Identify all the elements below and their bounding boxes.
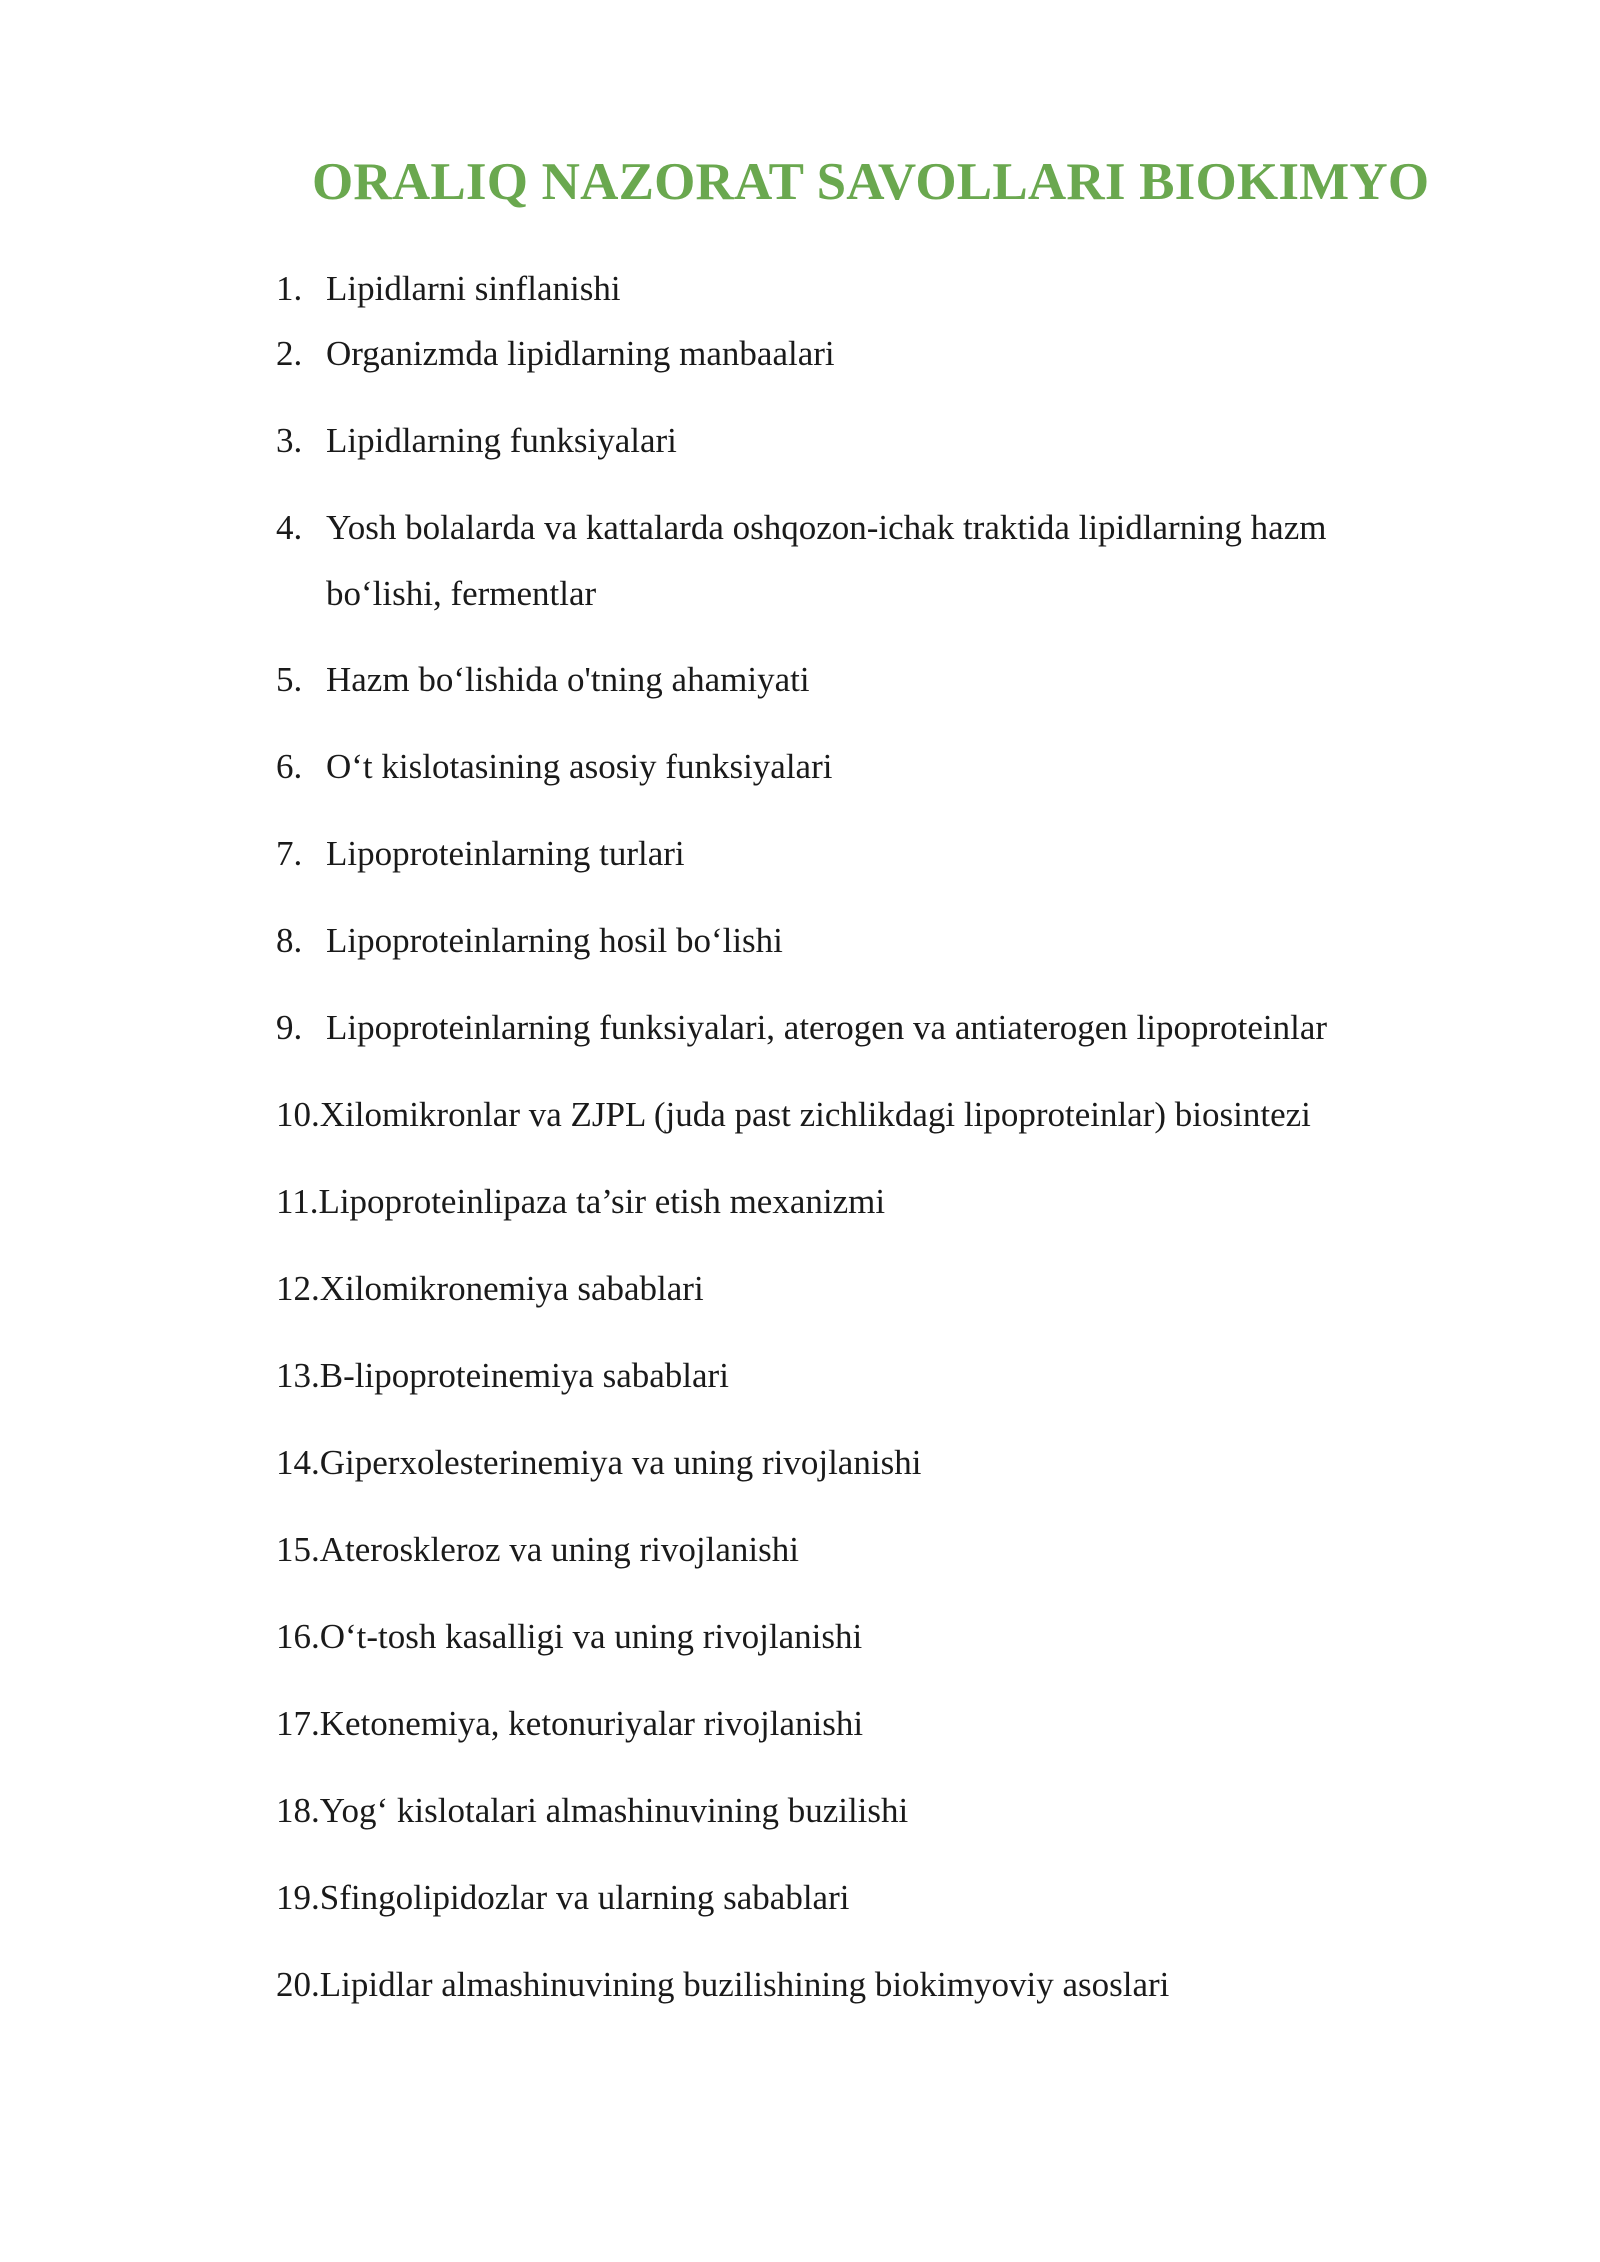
question-item xyxy=(276,1256,1446,1322)
question-item xyxy=(276,1082,1446,1148)
question-text: Lipoproteinlarning turlari xyxy=(326,834,685,873)
question-item xyxy=(276,1691,1446,1757)
question-number: 16. xyxy=(276,1617,320,1656)
page-title: ORALIQ NAZORAT SAVOLLARI BIOKIMYO xyxy=(312,153,1430,211)
question-number: 2. xyxy=(276,334,303,373)
question-text: Lipoproteinlipaza ta’sir etish mexanizmi xyxy=(318,1182,886,1221)
question-number: 20. xyxy=(276,1965,320,2004)
question-item xyxy=(276,1430,1446,1496)
question-number: 8. xyxy=(276,921,303,960)
question-item xyxy=(276,995,1446,1061)
question-number: 1. xyxy=(276,269,303,308)
question-text: Giperxolesterinemiya va uning rivojlanishi xyxy=(319,1443,922,1482)
question-text: Sfingolipidozlar va ularning sabablari xyxy=(319,1878,850,1917)
question-number: 17. xyxy=(276,1704,320,1743)
question-number: 10. xyxy=(276,1095,320,1134)
question-number: 11. xyxy=(276,1182,319,1221)
question-item xyxy=(276,1343,1446,1409)
question-number: 3. xyxy=(276,421,303,460)
question-number: 4. xyxy=(276,508,303,547)
question-number: 13. xyxy=(276,1356,320,1395)
question-text: Xilomikronlar va ZJPL (juda past zichlikdagi lipoproteinlar) biosintezi xyxy=(319,1095,1311,1134)
question-text: Hazm bo‘lishida o'tning ahamiyati xyxy=(326,660,810,699)
question-number: 14. xyxy=(276,1443,320,1482)
question-text: Yosh bolalarda va kattalarda oshqozon-ichak traktida lipidlarning hazm xyxy=(326,508,1327,547)
question-number: 18. xyxy=(276,1791,320,1830)
question-item xyxy=(276,408,1446,474)
question-text: Yog‘ kislotalari almashinuvining buzilishi xyxy=(319,1791,909,1830)
question-item xyxy=(276,647,1446,713)
question-number: 9. xyxy=(276,1008,303,1047)
question-number: 12. xyxy=(276,1269,320,1308)
question-item xyxy=(276,1865,1446,1931)
question-item xyxy=(276,1604,1446,1670)
question-text: Ketonemiya, ketonuriyalar rivojlanishi xyxy=(319,1704,864,1743)
question-item xyxy=(276,1517,1446,1583)
question-item xyxy=(276,256,1446,322)
question-text: Lipidlarning funksiyalari xyxy=(326,421,677,460)
question-item xyxy=(276,495,1446,627)
question-text: Lipoproteinlarning hosil bo‘lishi xyxy=(326,921,783,960)
question-text: Xilomikronemiya sabablari xyxy=(319,1269,704,1308)
question-number: 5. xyxy=(276,660,303,699)
question-number: 19. xyxy=(276,1878,320,1917)
question-item xyxy=(276,821,1446,887)
question-text: B-lipoproteinemiya sabablari xyxy=(319,1356,729,1395)
question-number: 7. xyxy=(276,834,303,873)
question-text-continuation: bo‘lishi, fermentlar xyxy=(326,574,597,613)
question-item xyxy=(276,321,1446,387)
question-text: O‘t-tosh kasalligi va uning rivojlanishi xyxy=(319,1617,863,1656)
question-text: O‘t kislotasining asosiy funksiyalari xyxy=(326,747,833,786)
question-text: Lipoproteinlarning funksiyalari, aterogen va antiaterogen lipoproteinlar xyxy=(326,1008,1328,1047)
question-item xyxy=(276,1169,1446,1235)
question-item xyxy=(276,1952,1446,2018)
question-item xyxy=(276,908,1446,974)
question-number: 15. xyxy=(276,1530,320,1569)
question-item xyxy=(276,1778,1446,1844)
question-text: Organizmda lipidlarning manbaalari xyxy=(326,334,835,373)
question-text: Ateroskleroz va uning rivojlanishi xyxy=(319,1530,799,1569)
question-text: Lipidlarni sinflanishi xyxy=(326,269,621,308)
question-number: 6. xyxy=(276,747,303,786)
question-text: Lipidlar almashinuvining buzilishining biokimyoviy asoslari xyxy=(319,1965,1170,2004)
question-item xyxy=(276,734,1446,800)
